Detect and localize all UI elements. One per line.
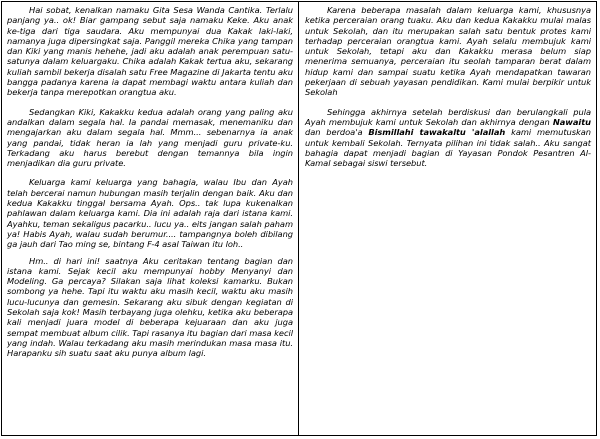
- decision-text-1: Sehingga akhirnya setelah berdiskusi dan berulangkali pula Ayah membujuk kami untuk Sekolah dan akhirnya dengan: [305, 106, 591, 127]
- paragraph-hobby: Hm.. di hari ini! saatnya Aku ceritakan tentang bagian dan istana kami. Sejak kecil aku mempunyai hobby Menyanyi dan Modeling. Ga percaya? Silakan saja lihat koleksi kamarku. Bukan sombong ya hehe. Tapi itu waktu aku masih kecil, waktu aku masih lucu-lucunya dan gemesin. Sekarang aku sibuk dengan kegiatan di Sekolah saja kok! Masih terbayang juga olehku, ketika aku beberapa kali menjadi juara model di beberapa kejuaraan dan aku juga sempat membuat album cilik. Tapi rasanya itu bagian dari masa kecil yang indah. Walau terkadang aku masih merindukan masa masa itu. Harapanku sih suatu saat aku punya album lagi.: [7, 255, 293, 359]
- paragraph-kiki: Sedangkan Kiki, Kakakku kedua adalah orang yang paling aku andalkan dalam segala hal. Ia pandai memasak, menemaniku dan mengajarkan aku dalam segala hal. Mmm... sebenarnya ia anak yang pandai, tidak heran ia lah yang menjadi guru private-ku. Terkadang aku harus berebut dengan temannya bila ingin menjadikan dia guru private.: [7, 106, 293, 169]
- decision-bold-bismillah: Bismillahi tawakaltu 'alallah: [368, 127, 506, 138]
- paragraph-family: Keluarga kami keluarga yang bahagia, walau Ibu dan Ayah telah bercerai namun hubungan masih terjalin dengan baik. Aku dan kedua Kakakku tinggal bersama Ayah. Ops.. tak lupa kukenalkan pahlawan dalam keluarga kami. Dia ini adalah raja dari istana kami. Ayahku, teman sekaligus pacarku.. lucu ya.. eits jangan salah paham ya! Habis Ayah, walau sudah berumur.... tampangnya boleh dibilang ga jauh dari Tao ming se, bintang F-4 asal Taiwan itu loh..: [7, 177, 293, 250]
- document-page: [1, 1, 597, 436]
- decision-bold-nawaitu: Nawaitu: [552, 116, 591, 127]
- decision-text-3: kami memutuskan untuk kembali Sekolah. Ternyata pilihan ini tidak salah.. Aku sangat bahagia dapat menjadi bagian di Yayasan Pondok Pesantren Al-Kamal sebagai siswi tersebut.: [305, 127, 591, 169]
- decision-text-2: dan berdoa'a: [305, 127, 369, 138]
- paragraph-decision: [305, 107, 591, 169]
- right-column: [300, 2, 596, 435]
- paragraph-divorce: Karena beberapa masalah dalam keluarga kami, khususnya ketika perceraian orang tuaku. Aku dan kedua Kakakku mulai malas untuk Sekolah, dan itu merupakan salah satu bentuk protes kami terhadap perceraian orangtua kami. Ayah selalu membujuk kami untuk Sekolah, tetapi aku dan Kakakku merasa belum siap menerima semuanya, perceraian itu seolah tamparan berat dalam hidup kami dan sampai suatu ketika Ayah mendapatkan tawaran pekerjaan di sebuah yayasan pendidikan. Kami mulai berpikir untuk Sekolah: [305, 5, 591, 98]
- paragraph-introduction: Hai sobat, kenalkan namaku Gita Sesa Wanda Cantika. Terlalu panjang ya.. ok! Biar gampang sebut saja namaku Keke. Aku anak ke-tiga dari tiga saudara. Aku mempunyai dua Kakak laki-laki, namanya juga dipersingkat saja. Panggil mereka Chika yang tampan dan Kiki yang manis hehehe, jadi aku adalah anak perempuan satu-satunya dalam keluargaku. Chika adalah Kakak tertua aku, sekarang kuliah sambil bekerja disalah satu Free Magazine di Jakarta tentu aku bangga padanya karena ia dapat membagi waktu antara kuliah dan bekerja tanpa merepotkan orangtua aku.: [7, 5, 293, 98]
- left-column: [2, 2, 299, 435]
